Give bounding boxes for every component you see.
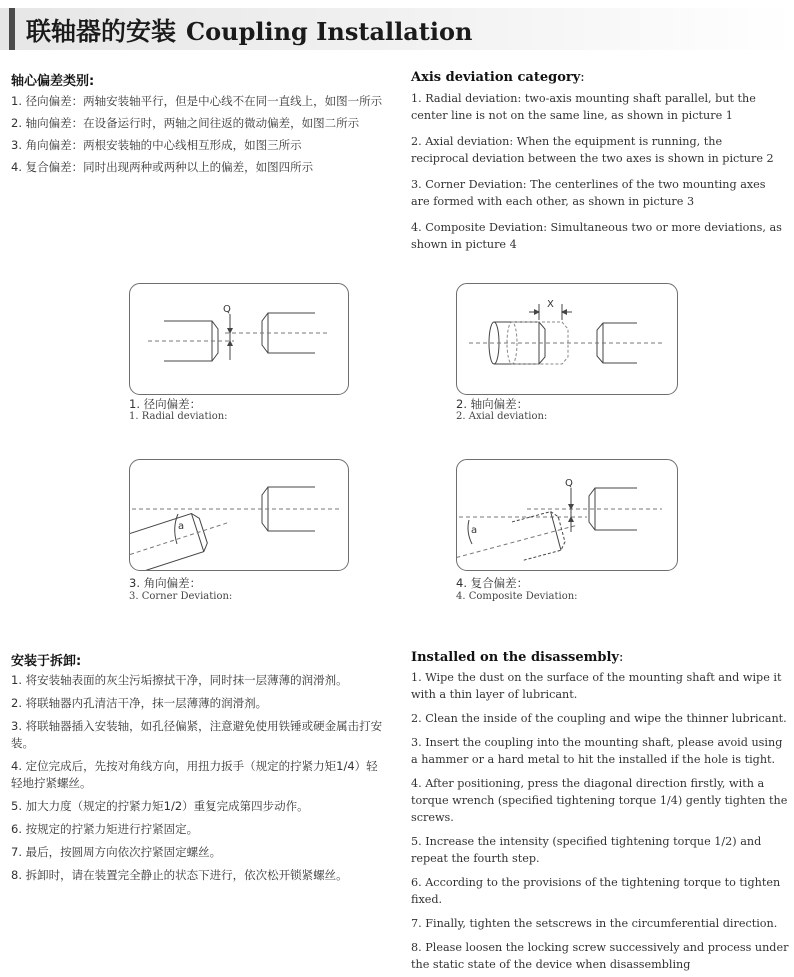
axis-item-cn: 2. 轴向偏差：在设备运行时，两轴之间往返的微动偏差，如图二所示 (11, 116, 360, 130)
figure-2-caption-en: 2. Axial deviation: (456, 411, 548, 422)
axis-item-en: 4. Composite Deviation: Simultaneous two or more deviations, as shown in picture 4 (411, 221, 782, 251)
figure-radial-deviation (129, 283, 349, 395)
install-item-cn: 8. 拆卸时，请在装置完全静止的状态下进行，依次松开锁紧螺丝。 (11, 868, 348, 882)
install-item-en: 7. Finally, tighten the setscrews in the circumferential direction. (411, 917, 778, 930)
corner-deviation-diagram (130, 460, 348, 570)
page-title-cn: 联轴器的安装 (26, 17, 177, 46)
install-item-cn: 2. 将联轴器内孔清洁干净，抹一层薄薄的润滑剂。 (11, 696, 268, 710)
figure-3-caption-en: 3. Corner Deviation: (129, 591, 233, 602)
figure-axial-deviation (456, 283, 678, 395)
corner-marker-label: a (178, 521, 185, 532)
axis-heading-cn: 轴心偏差类别: (11, 74, 95, 89)
composite-deviation-diagram (457, 460, 677, 570)
figure-1-caption-cn: 1. 径向偏差： (129, 397, 202, 411)
figure-4-caption-cn: 4. 复合偏差： (456, 576, 529, 590)
axis-item-cn: 4. 复合偏差：同时出现两种或两种以上的偏差，如图四所示 (11, 160, 314, 174)
axial-marker-label: X (547, 299, 554, 310)
figure-1-caption-en: 1. Radial deviation: (129, 411, 228, 422)
install-section-cn (11, 650, 383, 884)
install-item-en: 2. Clean the inside of the coupling and wipe the thinner lubricant. (411, 712, 787, 725)
axis-item-en: 3. Corner Deviation: The centerlines of the two mounting axes are formed with each other, as shown in picture 3 (411, 178, 766, 208)
install-item-cn: 4. 定位完成后，先按对角线方向，用扭力扳手（规定的拧紧力矩1/4）轻轻地拧紧螺丝。 (11, 759, 378, 790)
install-item-en: 5. Increase the intensity (specified tightening torque 1/2) and repeat the fourth step. (411, 835, 762, 865)
axis-heading-en-text: Axis deviation category (411, 70, 581, 85)
page-title (26, 12, 472, 48)
install-item-cn: 5. 加大力度（规定的拧紧力矩1/2）重复完成第四步动作。 (11, 799, 309, 813)
install-item-en: 6. According to the provisions of the tightening torque to tighten fixed. (411, 876, 781, 906)
radial-deviation-diagram (130, 284, 348, 394)
install-item-cn: 6. 按规定的拧紧力矩进行拧紧固定。 (11, 822, 199, 836)
radial-marker-label: Q (223, 304, 231, 315)
figure-3-caption-cn: 3. 角向偏差： (129, 576, 202, 590)
figure-composite-deviation (456, 459, 678, 571)
install-heading-en-text: Installed on the disassembly (411, 650, 619, 665)
axis-heading-en (411, 70, 783, 85)
axis-heading-en-colon: : (580, 70, 585, 85)
figure-2-caption-cn: 2. 轴向偏差： (456, 397, 529, 411)
install-item-en: 3. Insert the coupling into the mounting shaft, please avoid using a hammer or a hard metal to hit the installed if the hole is tight. (411, 736, 783, 766)
install-section-en (411, 650, 789, 973)
axis-item-cn: 3. 角向偏差：两根安装轴的中心线相互形成，如图三所示 (11, 138, 302, 152)
figure-4-caption-en: 4. Composite Deviation: (456, 591, 578, 602)
axis-item-en: 1. Radial deviation: two-axis mounting shaft parallel, but the center line is not on the same line, as shown in picture 1 (411, 92, 756, 122)
composite-q-label: Q (565, 478, 573, 489)
composite-a-label: a (471, 525, 478, 536)
install-item-cn: 1. 将安装轴表面的灰尘污垢擦拭干净，同时抹一层薄薄的润滑剂。 (11, 673, 348, 687)
install-item-cn: 7. 最后，按圆周方向依次拧紧固定螺丝。 (11, 845, 222, 859)
install-heading-en (411, 650, 789, 665)
install-item-en: 1. Wipe the dust on the surface of the mounting shaft and wipe it with a thin layer of lubricant. (411, 671, 782, 701)
install-item-en: 8. Please loosen the locking screw successively and process under the static state of the device when disassembling (411, 941, 789, 971)
install-heading-en-colon: : (618, 650, 624, 665)
axis-section-cn (11, 70, 387, 176)
header-accent-bar (9, 8, 15, 50)
install-heading-cn: 安装于拆卸: (11, 654, 82, 669)
axial-deviation-diagram (457, 284, 677, 394)
axis-section-en (411, 70, 783, 253)
install-item-cn: 3. 将联轴器插入安装轴，如孔径偏紧，注意避免使用铁锤或硬金属击打安装。 (11, 719, 383, 750)
install-item-en: 4. After positioning, press the diagonal direction firstly, with a torque wrench (specified tightening torque 1/4) gently tighten the screws. (411, 777, 788, 824)
figure-corner-deviation (129, 459, 349, 571)
page-title-en: Coupling Installation (186, 17, 473, 46)
axis-item-en: 2. Axial deviation: When the equipment is running, the reciprocal deviation between the two axes is shown in picture 2 (411, 135, 774, 165)
axis-item-cn: 1. 径向偏差：两轴安装轴平行，但是中心线不在同一直线上，如图一所示 (11, 94, 383, 108)
page-header (0, 8, 794, 50)
